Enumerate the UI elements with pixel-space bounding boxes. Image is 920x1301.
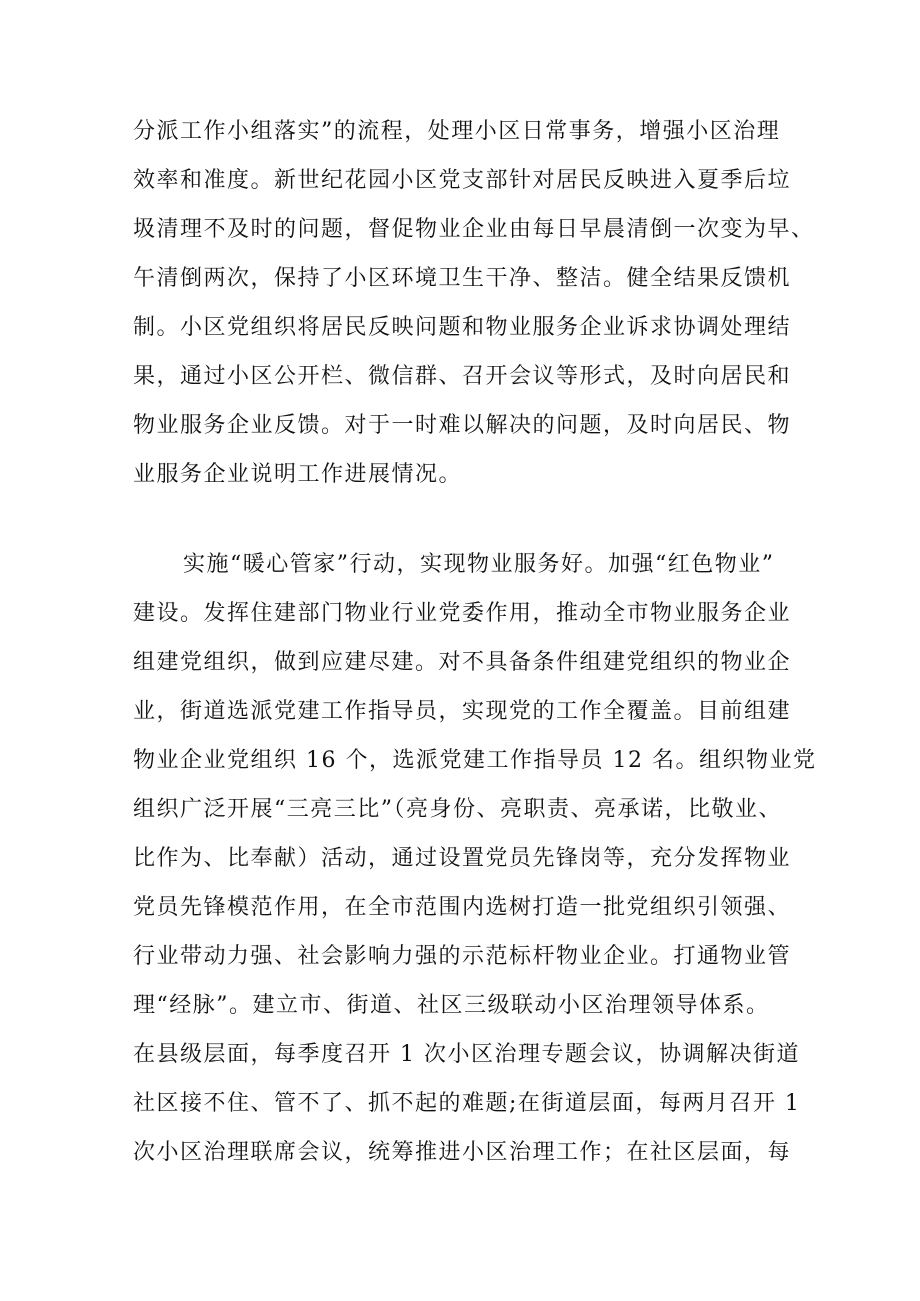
paragraph-2-line-2 bbox=[0, 594, 920, 634]
paragraph-2-line-10 bbox=[0, 986, 920, 1026]
text-line: 果，通过小区公开栏、微信群、召开会议等形式，及时向居民和 bbox=[133, 364, 792, 389]
text-line: 社区接不住、管不了、抓不起的难题;在街道层面，每两月召开 1 bbox=[133, 1091, 801, 1116]
text-line: 分派工作小组落实”的流程，处理小区日常事务，增强小区治理 bbox=[133, 119, 781, 144]
text-line: 在县级层面，每季度召开 1 次小区治理专题会议，协调解决街道 bbox=[133, 1042, 800, 1067]
paragraph-2-line-9 bbox=[0, 937, 920, 977]
text-line: 组织广泛开展“三亮三比”（亮身份、亮职责、亮承诺，比敬业、 bbox=[133, 797, 782, 822]
paragraph-1-line-3 bbox=[0, 210, 920, 250]
paragraph-2-line-6 bbox=[0, 790, 920, 830]
text-line: 制。小区党组织将居民反映问题和物业服务企业诉求协调处理结 bbox=[133, 315, 792, 340]
paragraph-2-line-13 bbox=[0, 1133, 920, 1173]
text-line: 业服务企业说明工作进展情况。 bbox=[133, 462, 463, 487]
paragraph-2-line-11 bbox=[0, 1035, 920, 1075]
paragraph-1-line-4 bbox=[0, 259, 920, 299]
text-line: 比作为、比奉献）活动，通过设置党员先锋岗等，充分发挥物业 bbox=[133, 846, 792, 871]
paragraph-2-line-5 bbox=[0, 741, 920, 781]
text-line: 圾清理不及时的问题，督促物业企业由每日早晨清倒一次变为早、 bbox=[133, 217, 815, 242]
text-line: 次小区治理联席会议，统筹推进小区治理工作；在社区层面，每 bbox=[133, 1140, 792, 1165]
paragraph-2-line-7 bbox=[0, 839, 920, 879]
paragraph-2-line-8 bbox=[0, 888, 920, 928]
paragraph-1-line-6 bbox=[0, 357, 920, 397]
text-line: 业，街道选派党建工作指导员，实现党的工作全覆盖。目前组建 bbox=[133, 699, 792, 724]
text-line: 物业企业党组织 16 个，选派党建工作指导员 12 名。组织物业党 bbox=[133, 748, 817, 773]
paragraph-1-line-5 bbox=[0, 308, 920, 348]
paragraph-1-line-1 bbox=[0, 112, 920, 152]
text-line: 理“经脉”。建立市、街道、社区三级联动小区治理领导体系。 bbox=[133, 993, 770, 1018]
text-line: 行业带动力强、社会影响力强的示范标杆物业企业。打通物业管 bbox=[133, 944, 792, 969]
text-line: 实施“暖心管家”行动，实现物业服务好。加强“红色物业” bbox=[183, 552, 775, 577]
paragraph-2-line-12 bbox=[0, 1084, 920, 1124]
paragraph-1-line-8 bbox=[0, 455, 920, 495]
text-line: 党员先锋模范作用，在全市范围内选树打造一批党组织引领强、 bbox=[133, 895, 792, 920]
paragraph-2-line-3 bbox=[0, 643, 920, 683]
paragraph-1-line-2 bbox=[0, 161, 920, 201]
text-line: 午清倒两次，保持了小区环境卫生干净、整洁。健全结果反馈机 bbox=[133, 266, 792, 291]
paragraph-2-line-4 bbox=[0, 692, 920, 732]
text-line: 物业服务企业反馈。对于一时难以解决的问题，及时向居民、物 bbox=[133, 413, 792, 438]
paragraph-1-line-7 bbox=[0, 406, 920, 446]
text-line: 组建党组织，做到应建尽建。对不具备条件组建党组织的物业企 bbox=[133, 650, 792, 675]
text-line: 建设。发挥住建部门物业行业党委作用，推动全市物业服务企业 bbox=[133, 601, 792, 626]
text-line: 效率和准度。新世纪花园小区党支部针对居民反映进入夏季后垃 bbox=[133, 168, 792, 193]
paragraph-2-line-1 bbox=[0, 545, 920, 585]
